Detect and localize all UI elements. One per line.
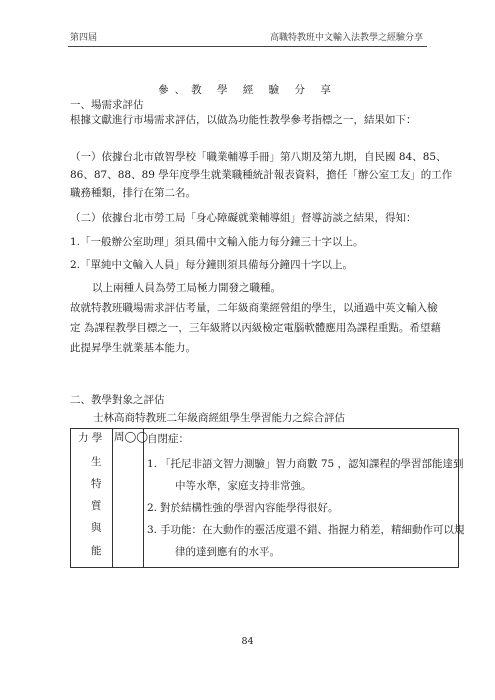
table-title: 士林高商特教班二年級商經組學生學習能力之綜合評估 xyxy=(93,412,345,424)
para-1-line-3: 職務種類，排行在第二名。 xyxy=(70,187,196,199)
conclusion-line-2: 定 為課程教學目標之一，三年級將以丙級檢定電腦軟體應用為課程重點。希望藉 xyxy=(70,322,441,334)
trait-1-number: 1. xyxy=(147,458,158,470)
trait-1-line-1: 「托尼非語文智力測驗」智力商數 75 ，認知課程的學習部能達到 xyxy=(160,458,464,470)
traits-label-4: 質 xyxy=(91,500,102,512)
trait-3-line-1: 手功能：在大動作的靈活度還不錯、指握力稍差，精細動作可以規 xyxy=(160,524,465,536)
header-left: 第四屆 xyxy=(70,33,98,43)
page-number: 84 xyxy=(241,636,254,647)
para-1-line-2: 86、87、88、89 學年度學生就業職種統計報表資料，擔任「辦公室工友」的工作 xyxy=(70,169,453,181)
para-1-line-1: （一）依據台北市啟智學校「職業輔導手冊」第八期及第九期，自民國 84、85、 xyxy=(70,151,447,163)
section-1-heading: 一、場需求評估 xyxy=(70,99,144,111)
diagnosis-label: 自閉症： xyxy=(147,433,189,445)
summary-line: 以上兩種人員為勞工局極力開發之職種。 xyxy=(92,282,281,294)
traits-label-1: 力 學 xyxy=(78,432,103,444)
header-right: 高職特教班中文輸入法教學之經驗分享 xyxy=(269,33,423,43)
conclusion-line-3: 此提昇學生就業基本能力。 xyxy=(70,342,196,354)
list-item-2: 2.「單純中文輸入人員」每分鐘則須具備每分鐘四十字以上。 xyxy=(70,259,354,271)
traits-label-6: 能 xyxy=(91,545,102,557)
trait-3-line-2: 律的達到應有的水平。 xyxy=(175,546,280,558)
student-name: 周◯◯ xyxy=(114,431,149,443)
trait-2-line: 對於結構性強的學習內容能學得很好。 xyxy=(160,502,339,514)
section-title: 參、教 學 經 驗 分 享 xyxy=(158,84,337,96)
trait-3-number: 3. xyxy=(147,524,158,536)
trait-2-number: 2. xyxy=(147,502,158,514)
trait-1-line-2: 中等水準，家庭支持非常強。 xyxy=(175,480,312,492)
para-2: （二）依據台北市勞工局「身心障礙就業輔導組」督導訪談之結果，得知： xyxy=(70,212,417,224)
list-item-1: 1.「一般辦公室助理」須具備中文輸入能力每分鐘三十字以上。 xyxy=(70,236,364,248)
traits-label-3: 特 xyxy=(91,478,102,490)
table-column-student xyxy=(112,429,144,567)
section-2-heading: 二、教學對象之評估 xyxy=(70,394,165,406)
traits-label-2: 生 xyxy=(91,456,102,468)
section-1-intro: 根據文獻進行市場需求評估，以做為功能性教學參考指標之一，結果如下： xyxy=(70,114,417,126)
traits-label-5: 與 xyxy=(91,522,102,534)
conclusion-line-1: 故就特教班職場需求評估考量，二年級商業經營組的學生，以通過中英文輸入檢 xyxy=(70,302,438,314)
header-rule xyxy=(68,46,427,47)
